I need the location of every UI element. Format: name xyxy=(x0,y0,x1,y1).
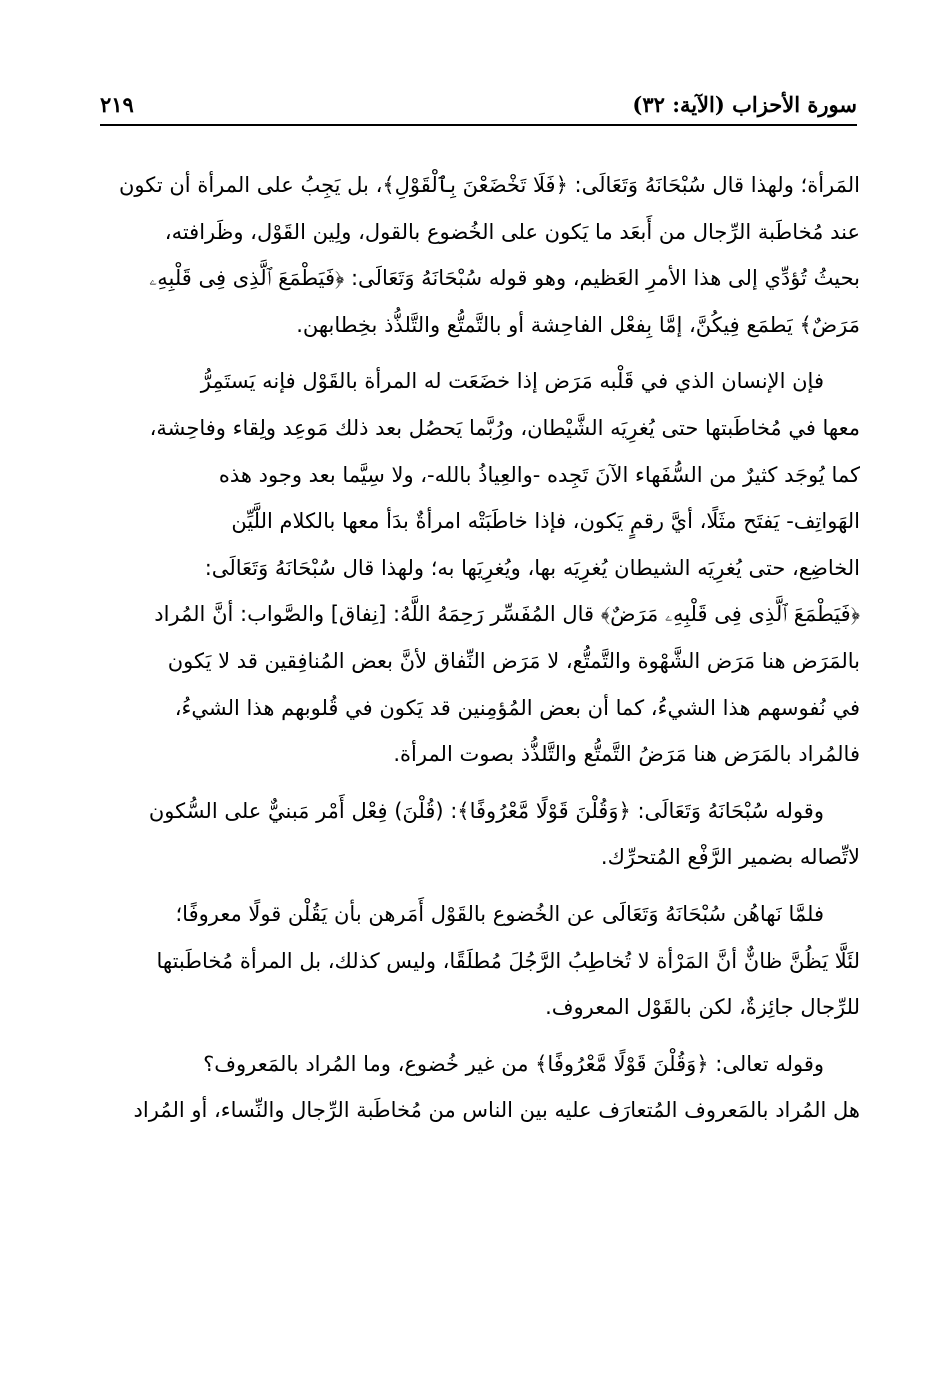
header-divider xyxy=(100,124,857,126)
page-number: ٢١٩ xyxy=(100,92,134,117)
text-line: ﴿فَيَطْمَعَ ٱلَّذِى فِى قَلْبِهِۦ مَرَضٌ﴾ قال المُفَسِّر رَحِمَهُ اللَّهُ: [نِفاق] والصَّواب: أنَّ المُراد xyxy=(154,602,860,627)
text-line: الهَواتِف- يَفتَح مثَلًا، أيَّ رقمٍ يَكون، فإذا خاطَبَتْه امرأةٌ بدَأ معها بالكلام اللَّيِّن xyxy=(231,509,860,534)
text-line: بحيثُ تُؤدِّي إلى هذا الأمرِ العَظيم، وهو قوله سُبْحَانَهُ وَتَعَالَى: ﴿فَيَطْمَعَ ٱلَّذِى فِى قَلْبِهِۦ xyxy=(149,266,860,291)
text-line: فلمَّا نَهاهُن سُبْحَانَهُ وَتَعَالَى عن الخُضوع بالقَوْل أَمَرهن بأن يَقُلْن قولًا معروفًا؛ xyxy=(175,901,824,926)
text-line: وقوله تعالى: ﴿وَقُلْنَ قَوْلًا مَّعْرُوفًا﴾ من غير خُضوع، وما المُراد بالمَعروف؟ xyxy=(203,1051,824,1076)
text-line: هل المُراد بالمَعروف المُتعارَف عليه بين الناس من مُخاطَبة الرِّجال والنِّساء، أو المُراد xyxy=(133,1098,860,1123)
text-line: الخاضِع، حتى يُغرِيَه الشيطان يُغرِيَه بها، ويُغرِيَها به؛ ولهذا قال سُبْحَانَهُ وَتَعَالَى: xyxy=(204,555,860,580)
text-line: عند مُخاطَبة الرِّجال من أَبعَد ما يَكون على الخُضوع بالقول، ولِين القَوْل، وظَرافته، xyxy=(164,219,860,244)
text-line: مَرَضٌ﴾ يَطمَع فِيكُنَّ، إمَّا بِفعْل الفاحِشة أو بالتَّمتُّع والتَّلذُّذ بخِطابهن. xyxy=(296,312,860,337)
text-line: لئَلَّا يَظُنَّ ظانٌّ أنَّ المَرْأة لا تُخاطِبُ الرَّجُلَ مُطلَقًا، وليس كذلك، بل المرأة مُخاطَبتها xyxy=(156,948,860,973)
page-header xyxy=(100,88,857,124)
paragraph-3 xyxy=(98,788,860,881)
text-line: كما يُوجَد كثيرٌ من السُّفَهاء الآنَ تَجِده -والعِياذُ بالله-، ولا سِيَّما بعد وجود هذه xyxy=(218,462,860,487)
text-line: فإن الإنسان الذي في قَلْبه مَرَض إذا خضَعَت له المرأة بالقَوْل فإنه يَستَمِرُّ xyxy=(200,369,824,394)
text-line: وقوله سُبْحَانَهُ وَتَعَالَى: ﴿وَقُلْنَ قَوْلًا مَّعْرُوفًا﴾: (قُلْنَ) فِعْل أَمْر مَبنيٌّ على السُّكون xyxy=(148,798,824,823)
text-line: للرِّجال جائِزةٌ، لكن بالقَوْل المعروف. xyxy=(545,995,860,1020)
paragraph-1 xyxy=(98,162,860,348)
surah-title: سورة الأحزاب (الآية: ٣٢) xyxy=(632,92,857,117)
text-line: فالمُراد بالمَرَض هنا مَرَضُ التَّمتُّع والتَّلذُّذ بصوت المرأة. xyxy=(393,742,860,767)
text-line: لاتِّصاله بضمير الرَّفْع المُتحرِّك. xyxy=(600,845,860,870)
text-line: بالمَرَض هنا مَرَض الشَّهْوة والتَّمتُّع، لا مَرَض النِّفاق لأنَّ بعض المُنافِقين قد لا يَكون xyxy=(167,648,860,673)
paragraph-4 xyxy=(98,891,860,1031)
text-line: معها في مُخاطَبتها حتى يُغرِيَه الشَّيْطان، ورُبَّما يَحصُل بعد ذلك مَوعِد ولِقاء وفاحِشة، xyxy=(149,415,860,440)
paragraph-2 xyxy=(98,358,860,777)
text-line: في نُفوسهم هذا الشيءُ، كما أن بعض المُؤمِنين قد يَكون في قُلوبهم هذا الشيءُ، xyxy=(174,695,860,720)
text-line: المَرأة؛ ولهذا قال سُبْحَانَهُ وَتَعَالَى: ﴿فَلَا تَخْضَعْنَ بِٱلْقَوْلِ﴾، بل يَجِبُ على المرأة أن تكون xyxy=(119,173,860,197)
body-text xyxy=(98,162,860,1144)
paragraph-5 xyxy=(98,1041,860,1134)
